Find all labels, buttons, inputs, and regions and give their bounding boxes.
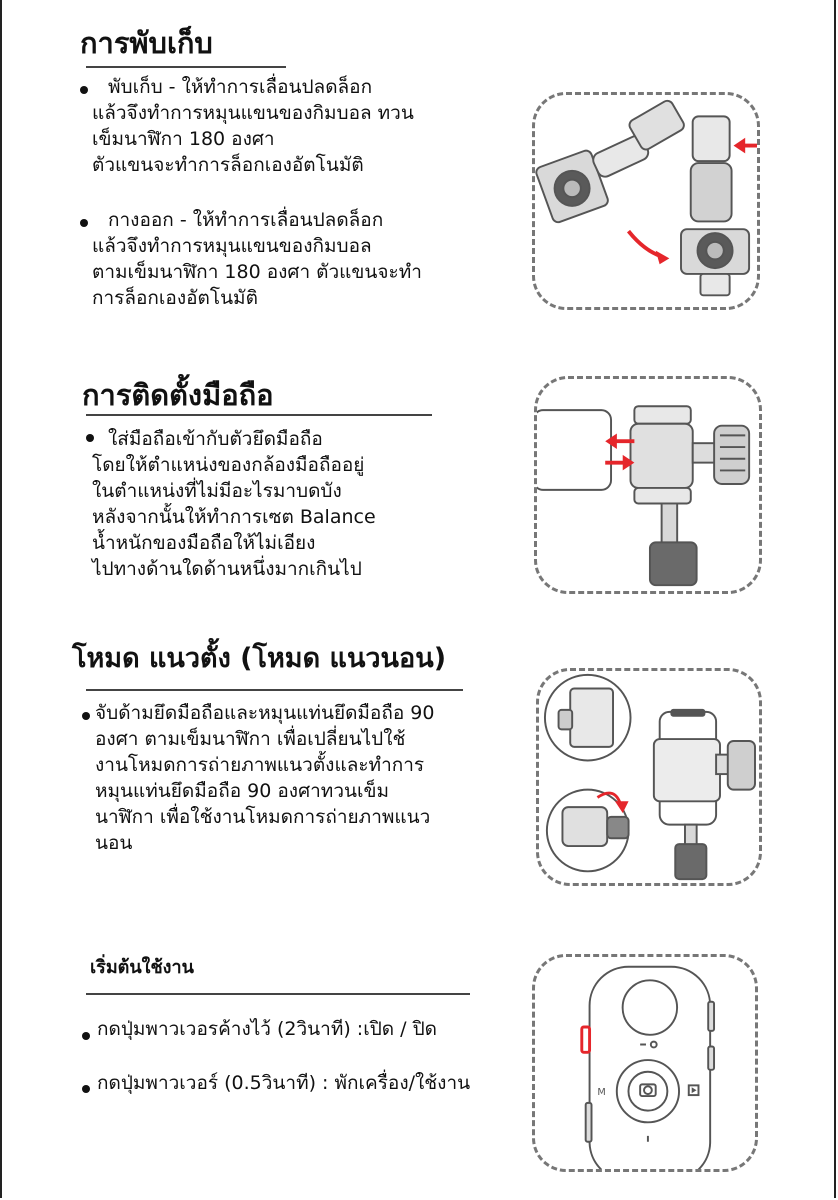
mount-title-rule [86, 414, 432, 416]
fold-item-1-line: พับเก็บ - ให้ทำการเลื่อนปลดล็อก [108, 76, 373, 98]
mount-item-1-line: หลังจากนั้นให้ทำการเซต Balance [92, 506, 376, 528]
control-panel-illustration [532, 954, 758, 1172]
mount-title: การติดตั้งมือถือ [82, 378, 274, 412]
start-item-2: กดปุ่มพาวเวอร์ (0.5วินาที) : พักเครื่อง/ใช้งาน [97, 1072, 471, 1094]
mount-item-1-line: น้ำหนักของมือถือให้ไม่เอียง [92, 532, 316, 554]
fold-item-2-line: ตามเข็มนาฬิกา 180 องศา ตัวแขนจะทำ [92, 261, 422, 283]
fold-title-rule [86, 66, 286, 68]
fold-item-1-line: เข็มนาฬิกา 180 องศา [92, 128, 275, 150]
mode-item-1-line: งานโหมดการถ่ายภาพแนวตั้งและทำการ [95, 754, 425, 776]
control-panel-drawing [535, 957, 755, 1169]
mode-item-1-line: หมุนแท่นยึดมือถือ 90 องศาทวนเข็ม [95, 780, 389, 802]
fold-item-2-line: การล็อกเองอัตโนมัติ [92, 287, 258, 309]
mount-item-1-line: โดยให้ตำแหน่งของกล้องมือถืออยู่ [92, 454, 365, 476]
bullet-icon [80, 219, 88, 227]
bullet-icon [80, 86, 88, 94]
mode-title: โหมด แนวตั้ง (โหมด แนวนอน) [72, 643, 447, 674]
orientation-mode-drawing [539, 671, 759, 883]
mode-key-label: M [597, 1087, 606, 1099]
bullet-icon [82, 712, 90, 720]
phone-mount-drawing [537, 379, 759, 591]
fold-item-1 [92, 74, 414, 178]
start-item-1: กดปุ่มพาวเวอรค้างไว้ (2วินาที) :เปิด / ปิด [97, 1018, 437, 1040]
mode-item-1 [95, 700, 434, 856]
start-title: เริ่มต้นใช้งาน [90, 957, 194, 978]
gimbal-fold-illustration [532, 92, 760, 310]
fold-item-1-line: ตัวแขนจะทำการล็อกเองอัตโนมัติ [92, 154, 364, 176]
fold-item-2-line: กางออก - ให้ทำการเลื่อนปลดล็อก [108, 209, 384, 231]
bullet-icon [82, 1085, 90, 1093]
orientation-mode-illustration [536, 668, 762, 886]
start-title-rule [86, 993, 470, 995]
mount-item-1 [92, 426, 376, 582]
fold-item-2-line: แล้วจึงทำการหมุนแขนของกิมบอล [92, 235, 372, 257]
fold-item-1-line: แล้วจึงทำการหมุนแขนของกิมบอล ทวน [92, 102, 414, 124]
phone-mount-illustration [534, 376, 762, 594]
fold-item-2 [92, 207, 422, 311]
mode-item-1-line: องศา ตามเข็มนาฬิกา เพื่อเปลี่ยนไปใช้ [95, 728, 406, 750]
mode-item-1-line: จับด้ามยึดมือถือและหมุนแท่นยึดมือถือ 90 [95, 702, 435, 724]
fold-title: การพับเก็บ [80, 26, 213, 60]
gimbal-fold-drawing [535, 95, 757, 307]
mount-item-1-line: ไปทางด้านใดด้านหนึ่งมากเกินไป [92, 558, 362, 580]
mode-item-1-line: นาฬิกา เพื่อใช้งานโหมดการถ่ายภาพแนว [95, 806, 431, 828]
bullet-icon [82, 1032, 90, 1040]
mode-item-1-line: นอน [95, 832, 133, 854]
mount-item-1-line: ใส่มือถือเข้ากับตัวยึดมือถือ [108, 428, 323, 450]
mode-title-rule [86, 689, 463, 691]
mount-item-1-line: ในตำแหน่งที่ไม่มีอะไรมาบดบัง [92, 480, 342, 502]
